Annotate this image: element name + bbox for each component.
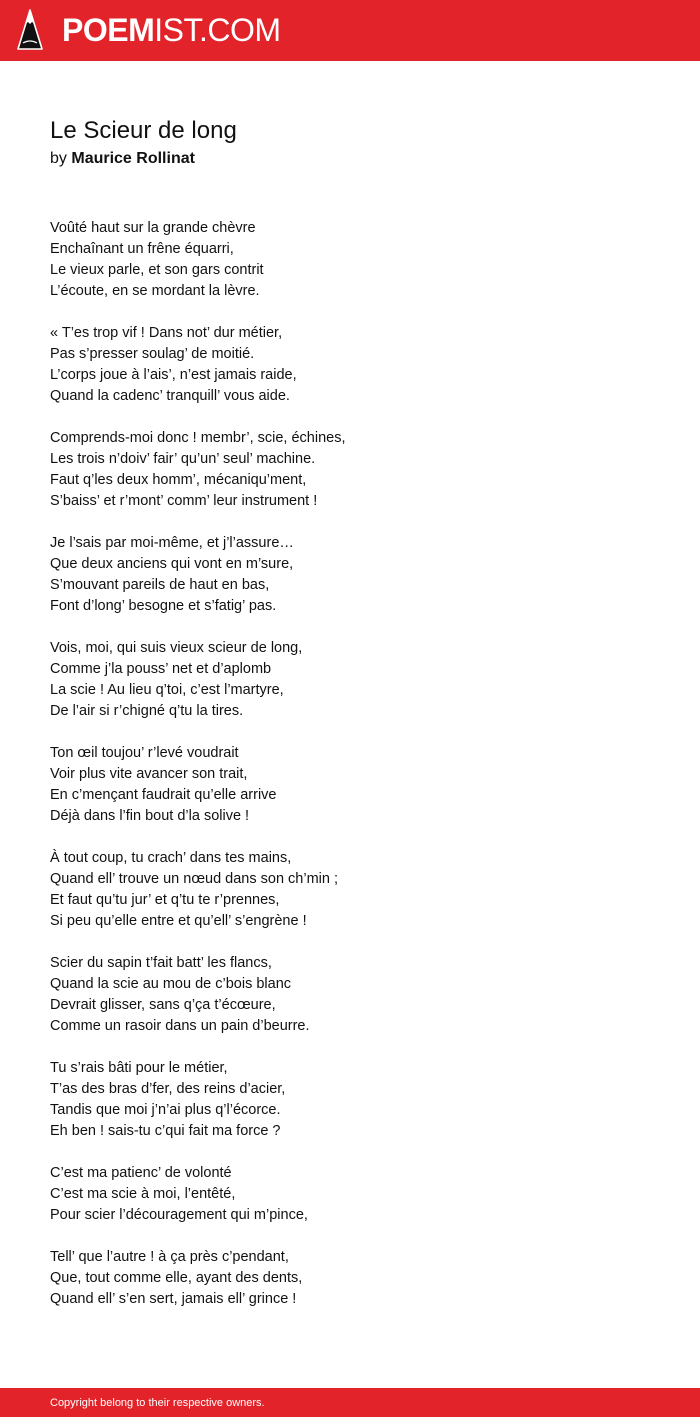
poem-line: Le vieux parle, et son gars contrit (50, 262, 264, 278)
site-footer (0, 1388, 700, 1417)
poem-line: T’as des bras d’fer, des reins d’acier, (50, 1081, 286, 1097)
poem-line: Comme un rasoir dans un pain d’beurre. (50, 1018, 310, 1034)
poem-line: Devrait glisser, sans q’ça t’écœure, (50, 997, 276, 1013)
poem-line: La scie ! Au lieu q’toi, c’est l’martyre, (50, 682, 284, 698)
poem-line: Eh ben ! sais-tu c’qui fait ma force ? (50, 1123, 281, 1139)
poem-line: À tout coup, tu crach’ dans tes mains, (50, 850, 292, 866)
poem-stanza (50, 638, 670, 722)
poem-stanza (50, 1058, 670, 1142)
poem-stanza (50, 1163, 670, 1226)
poem-stanza (50, 953, 670, 1037)
poem-stanza (50, 428, 670, 512)
copyright-text: Copyright belong to their respective owners. (50, 1397, 265, 1409)
pencil-icon[interactable] (17, 9, 43, 51)
site-header (0, 0, 700, 61)
poem-line: Faut q’les deux homm’, mécaniqu’ment, (50, 472, 307, 488)
poem-line: Quand ell’ trouve un nœud dans son ch’min ; (50, 871, 339, 887)
poem-line: S’baiss’ et r’mont’ comm’ leur instrument ! (50, 493, 318, 509)
poem-line: S’mouvant pareils de haut en bas, (50, 577, 270, 593)
poem-line: En c’mençant faudrait qu’elle arrive (50, 787, 277, 803)
poem-stanza (50, 533, 670, 617)
poem-line: Comprends-moi donc ! membr’, scie, échines, (50, 430, 346, 446)
author-name: Maurice Rollinat (71, 150, 195, 167)
poem-byline (50, 147, 195, 171)
poem-title: Le Scieur de long (50, 117, 237, 144)
poem-body (50, 218, 670, 1331)
poem-line: C’est ma scie à moi, l’entêté, (50, 1186, 236, 1202)
poem-line: De l’air si r’chigné q’tu la tires. (50, 703, 244, 719)
by-label: by (50, 150, 67, 167)
poem-line: Font d’long’ besogne et s’fatig’ pas. (50, 598, 277, 614)
poem-line: Pas s’presser soulag’ de moitié. (50, 346, 255, 362)
poem-stanza (50, 323, 670, 407)
poem-line: Voûté haut sur la grande chèvre (50, 220, 256, 236)
poem-line: Tandis que moi j’n’ai plus q’l’écorce. (50, 1102, 281, 1118)
poem-line: Enchaînant un frêne équarri, (50, 241, 234, 257)
poem-stanza (50, 218, 670, 302)
poem-line: Ton œil toujou’ r’levé voudrait (50, 745, 239, 761)
poem-line: Déjà dans l’fin bout d’la solive ! (50, 808, 250, 824)
poem-line: L’corps joue à l’ais’, n’est jamais raide, (50, 367, 297, 383)
poem-stanza (50, 743, 670, 827)
poem-line: Quand la cadenc’ tranquill’ vous aide. (50, 388, 290, 404)
logo-bold-text: POEM (62, 12, 155, 48)
poem-line: Et faut qu’tu jur’ et q’tu te r’prennes, (50, 892, 280, 908)
poem-line: Quand ell’ s’en sert, jamais ell’ grince ! (50, 1291, 297, 1307)
poem-line: Pour scier l’découragement qui m’pince, (50, 1207, 308, 1223)
poem-line: Je l’sais par moi-même, et j’l’assure… (50, 535, 294, 551)
poem-line: Scier du sapin t’fait batt’ les flancs, (50, 955, 272, 971)
poem-line: C’est ma patienc’ de volonté (50, 1165, 232, 1181)
poem-line: Que deux anciens qui vont en m’sure, (50, 556, 294, 572)
poem-line: Que, tout comme elle, ayant des dents, (50, 1270, 303, 1286)
poem-line: L’écoute, en se mordant la lèvre. (50, 283, 260, 299)
logo-light-text: IST.COM (154, 12, 281, 48)
poem-line: Comme j’la pouss’ net et d’aplomb (50, 661, 272, 677)
poem-line: Quand la scie au mou de c’bois blanc (50, 976, 292, 992)
poem-line: Tu s’rais bâti pour le métier, (50, 1060, 228, 1076)
poem-stanza (50, 848, 670, 932)
poem-line: Si peu qu’elle entre et qu’ell’ s’engrène ! (50, 913, 307, 929)
poem-line: Les trois n’doiv’ fair’ qu’un’ seul’ machine. (50, 451, 316, 467)
poem-stanza (50, 1247, 670, 1310)
poem-line: Voir plus vite avancer son trait, (50, 766, 248, 782)
poem-line: Tell’ que l’autre ! à ça près c’pendant, (50, 1249, 289, 1265)
poem-line: « T’es trop vif ! Dans not’ dur métier, (50, 325, 283, 341)
site-logo[interactable] (62, 12, 281, 48)
poem-line: Vois, moi, qui suis vieux scieur de long, (50, 640, 303, 656)
